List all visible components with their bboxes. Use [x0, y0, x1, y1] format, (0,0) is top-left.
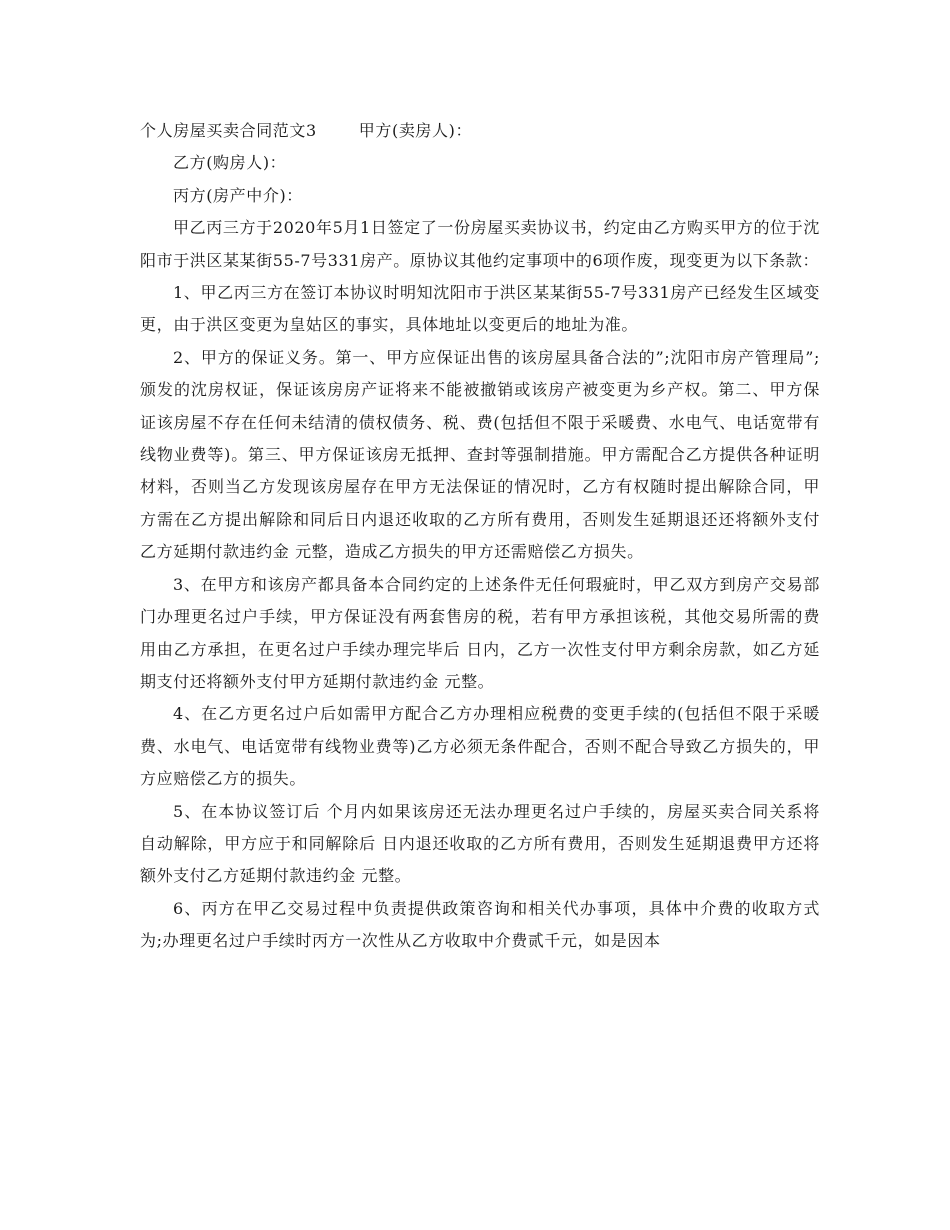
- party-c-label: 丙方(房产中介)：: [173, 185, 303, 205]
- party-a-label: 甲方(卖房人)：: [358, 121, 473, 140]
- clause-2: 2、甲方的保证义务。第一、甲方应保证出售的该房屋具备合法的”;沈阳市房产管理局”;颁发的沈房权证，保证该房房产证将来不能被撤销或该房产被变更为乡产权。第二、甲方保证该房屋不存在任何未结清的债权债务、税、费(包括但不限于采暖费、水电气、电话宽带有线物业费等)。第三、甲方保证该房无抵押、查封等强制措施。甲方需配合乙方提供各种证明材料，否则当乙方发现该房屋存在甲方无法保证的情况时，乙方有权随时提出解除合同，甲方需在乙方提出解除和同后日内退还收取的乙方所有费用，否则发生延期退还还将额外支付乙方延期付款违约金 元整，造成乙方损失的甲方还需赔偿乙方损失。: [140, 347, 820, 562]
- clause-6: 6、丙方在甲乙交易过程中负责提供政策咨询和相关代办事项，具体中介费的收取方式为;办理更名过户手续时丙方一次性从乙方收取中介费贰千元，如是因本: [140, 898, 820, 951]
- clause-1: 1、甲乙丙三方在签订本协议时明知沈阳市于洪区某某街55-7号331房产已经发生区域变更，由于洪区变更为皇姑区的事实，具体地址以变更后的地址为准。: [140, 283, 820, 335]
- party-b-label: 乙方(购房人)：: [173, 153, 287, 173]
- document-title: 个人房屋买卖合同范文3: [140, 121, 317, 140]
- title-line: [140, 115, 820, 147]
- clause-3: 3、在甲方和该房产都具备本合同约定的上述条件无任何瑕疵时，甲乙双方到房产交易部门办理更名过户手续，甲方保证没有两套售房的税，若有甲方承担该税，其他交易所需的费用由乙方承担，在更名过户手续办理完毕后 日内，乙方一次性支付甲方剩余房款，如乙方延期支付还将额外支付甲方延期付款违约金 元整。: [140, 574, 820, 691]
- contract-body: [140, 115, 820, 958]
- intro-paragraph: 甲乙丙三方于2020年5月1日签定了一份房屋买卖协议书，约定由乙方购买甲方的位于沈阳市于洪区某某街55-7号331房产。原协议其他约定事项中的6项作废，现变更为以下条款：: [140, 218, 820, 270]
- clause-4: 4、在乙方更名过户后如需甲方配合乙方办理相应税费的变更手续的(包括但不限于采暖费、水电气、电话宽带有线物业费等)乙方必须无条件配合，否则不配合导致乙方损失的，甲方应赔偿乙方的损失。: [140, 704, 820, 789]
- clause-5: 5、在本协议签订后 个月内如果该房还无法办理更名过户手续的，房屋买卖合同关系将自动解除，甲方应于和同解除后 日内退还收取的乙方所有费用，否则发生延期退费甲方还将额外支付乙方延期付款违约金 元整。: [140, 801, 820, 886]
